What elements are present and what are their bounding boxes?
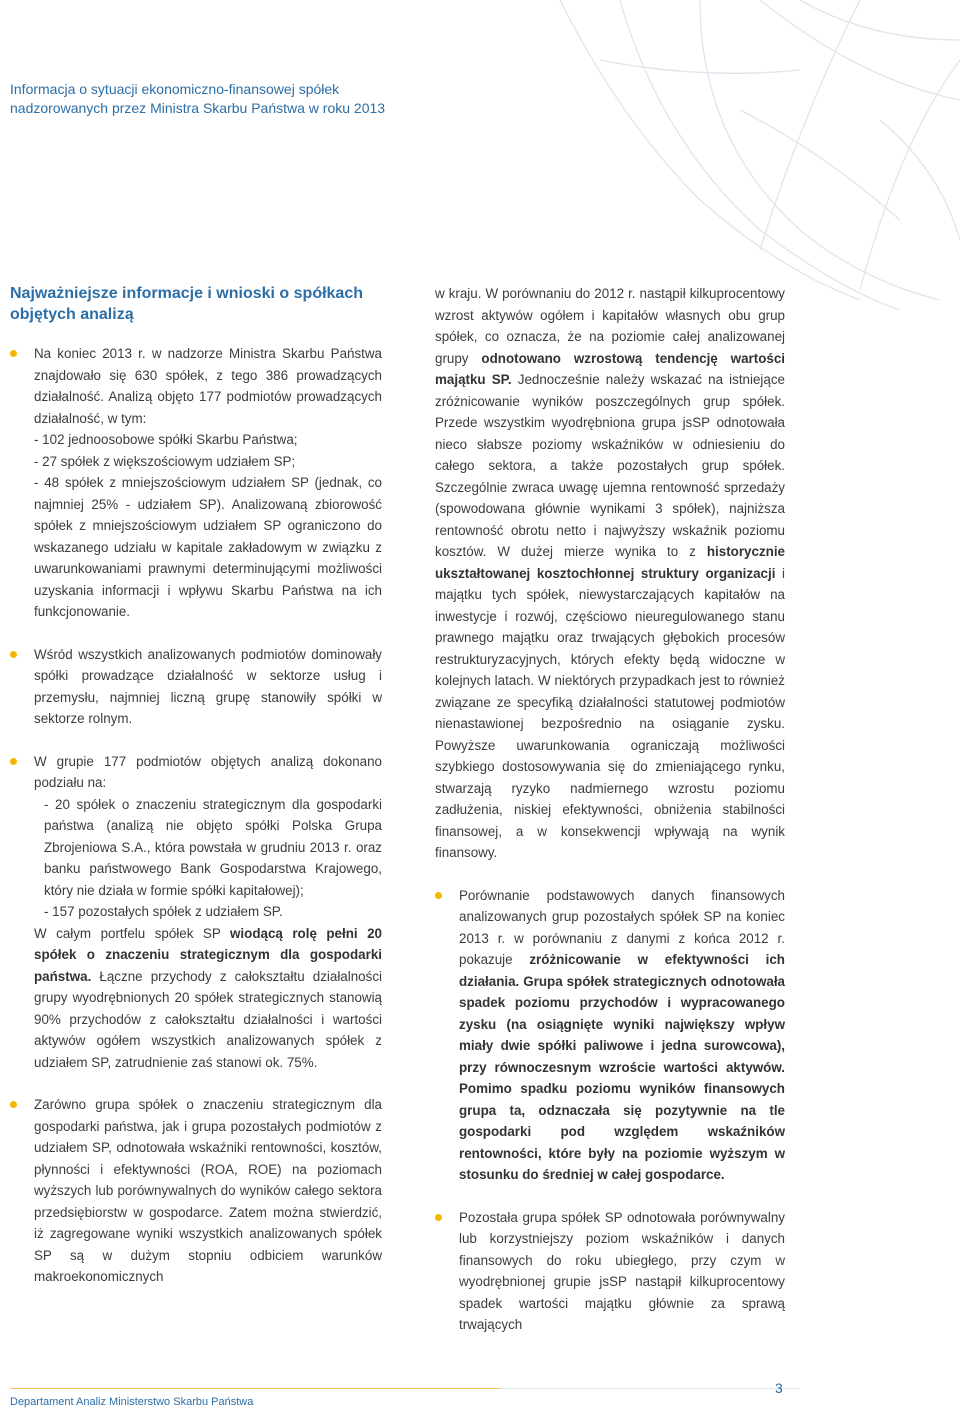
list-item: - 48 spółek z mniejszościowym udziałem SP (jednak, co najmniej 25% - udziałem SP). Analizowaną zbiorowość spółek z mniejszościowym udziałem SP ograniczono do wskazanego udziału w kapitale zakładowym w związku z uwarunkowaniami prawnymi determinującymi możliwości uzyskania informacji i wpływu Skarbu Państwa na ich funkcjonowanie.	[34, 475, 382, 619]
bullet-dot-icon	[435, 1214, 442, 1221]
paragraph: Pozostała grupa spółek SP odnotowała porównywalny lub korzystniejszy poziom wskaźników i danych finansowych do roku ubiegłego, przy czym w wyodrębnionej grupie jsSP nastąpił kilkuprocentowy spadek wartości majątku głównie za sprawą trwających	[459, 1209, 785, 1332]
paragraph-text: i majątku tych spółek, niewystarczających kapitałów na inwestycje i rozwój, częściowo nieuregulowanego stanu prawnego majątku oraz trwających głębokich procesów restrukturyzacyjnych, których efekty będą widoczne w kolejnych latach. W niektórych przypadkach jest to również związane ze specyfiką działalności statutowej podmiotów nienastawionej bezpośrednio na osiąganie zysku. Powyższe uwarunkowania ograniczają możliwości szybkiego dostosowywania się do zmieniającego rynku, stwarzają ryzyko nadmiernego wzrostu poziomu zadłużenia, niskiej efektywności, obniżenia stabilności finansowej, a w konsekwencji wpływają na wynik finansowy.	[435, 565, 785, 860]
footer-divider	[10, 1388, 500, 1389]
bullet-dot-icon	[10, 1101, 17, 1108]
list-item: - 20 spółek o znaczeniu strategicznym dla gospodarki państwa (analizą nie objęto spółki Polska Grupa Zbrojeniowa S.A., która powstała w grudniu 2013 r. oraz banku państwowego Bank Gospodarstwa Krajowego, który nie działa w formie spółki kapitałowej);	[44, 796, 382, 898]
emphasis-text: odnotowano wzrostową tendencję wartości majątku SP.	[435, 350, 785, 387]
bullet-dot-icon	[10, 758, 17, 765]
emphasis-text: wiodącą rolę pełni 20 spółek o znaczeniu strategicznym dla gospodarki państwa.	[34, 925, 382, 984]
bullet-item	[10, 751, 382, 1074]
paragraph-text: Łączne przychody z całokształtu działalności grupy wyodrębnionych 20 spółek strategicznych stanowią 90% przychodów z całokształtu działalności i wartości aktywów ogółem wszystkich analizowanych spółek z udziałem SP, zatrudnienie zaś stanowi ok. 75%.	[34, 968, 382, 1070]
list-item: - 102 jednoosobowe spółki Skarbu Państwa;	[34, 432, 298, 447]
bullet-item	[10, 1094, 382, 1288]
footer-divider	[500, 1388, 800, 1389]
section-title: Najważniejsze informacje i wnioski o spółkach objętych analizą	[10, 285, 363, 323]
bullet-dot-icon	[435, 892, 442, 899]
paragraph-text: w kraju. W porównaniu do 2012 r. nastąpił kilkuprocentowy wzrost aktywów ogółem i kapitałów własnych obu grup spółek, co oznacza, że na poziomie całej analizowanej grupy	[435, 286, 785, 366]
bullet-item	[435, 885, 785, 1186]
bullet-item	[435, 1207, 785, 1336]
left-column	[10, 283, 382, 1309]
right-column	[435, 283, 785, 1357]
footer-department: Departament Analiz Ministerstwo Skarbu Państwa	[10, 1396, 254, 1408]
emphasis-text: Grupa spółek strategicznych odnotowała spadek poziomu przychodów i wypracowanego zysku (na osiągnięte wyniki największy wpływ miały dwie spółki paliwowe i jedna surowcowa), przy równoczesnym wzroście wartości aktywów. Pomimo spadku poziomu wyników finansowych grupa ta, odznaczała się pozytywnie na tle gospodarki pod względem wskaźników rentowności, które były na poziomie wyższym w stosunku do średniej w całej gospodarce.	[459, 973, 785, 1182]
page-number: 3	[775, 1380, 783, 1396]
header-line-2: nadzorowanych przez Ministra Skarbu Państwa w roku 2013	[10, 100, 386, 116]
bullet-item	[10, 644, 382, 730]
emphasis-text: historycznie ukształtowanej kosztochłonnej struktury organizacji	[435, 544, 785, 581]
paragraph-text: Jednocześnie należy wskazać na istniejące zróżnicowanie wyników poszczególnych grup spółek. Przede wszystkim wyodrębniona grupa jsSP odnotowała nieco słabsze poziomy wskaźników w odniesieniu do całego sektora, a także pozostałych grup spółek. Szczególnie zwraca uwagę ujemna rentowność sprzedaży (spowodowana głównie wynikami 3 spółek), najniższa rentowność obrotu netto i najwyższy wskaźnik poziomu kosztów. W dużej mierze wynika to z	[435, 372, 785, 559]
paragraph-text: W całym portfelu spółek SP	[34, 925, 231, 941]
paragraph: Na koniec 2013 r. w nadzorze Ministra Skarbu Państwa znajdowało się 630 spółek, z tego 386 prowadzących działalność. Analizą objęto 177 podmiotów prowadzących działalność, w tym:	[34, 346, 382, 426]
bullet-dot-icon	[10, 350, 17, 357]
bullet-item	[10, 343, 382, 623]
paragraph: Wśród wszystkich analizowanych podmiotów dominowały spółki prowadzące działalność w sektorze usług i przemysłu, najmniej liczną grupę stanowiły spółki w sektorze rolnym.	[34, 646, 382, 726]
paragraph: W grupie 177 podmiotów objętych analizą dokonano podziału na:	[34, 753, 382, 790]
paragraph-text: Porównanie podstawowych danych finansowych analizowanych grup pozostałych spółek SP na koniec 2013 r. w porównaniu z danymi z końca 2012 r. pokazuje	[459, 887, 785, 967]
header-line-1: Informacja o sytuacji ekonomiczno-finansowej spółek	[10, 81, 340, 97]
emphasis-text: zróżnicowanie w efektywności ich działania.	[459, 952, 785, 989]
list-item: - 157 pozostałych spółek z udziałem SP.	[44, 904, 283, 919]
list-item: - 27 spółek z większościowym udziałem SP;	[34, 453, 296, 469]
bullet-dot-icon	[10, 651, 17, 658]
paragraph: Zarówno grupa spółek o znaczeniu strategicznym dla gospodarki państwa, jak i grupa pozostałych podmiotów z udziałem SP, odnotowała wskaźniki rentowności, kosztów, płynności i efektywności (ROA, ROE) na poziomach wyższych lub porównywalnych do wyników całego sektora przedsiębiorstw w gospodarce. Zatem można stwierdzić, iż zagregowane wyniki wszystkich analizowanych spółek SP są w dużym stopniu odbiciem warunków makroekonomicznych	[34, 1097, 382, 1284]
document-header	[10, 80, 385, 118]
